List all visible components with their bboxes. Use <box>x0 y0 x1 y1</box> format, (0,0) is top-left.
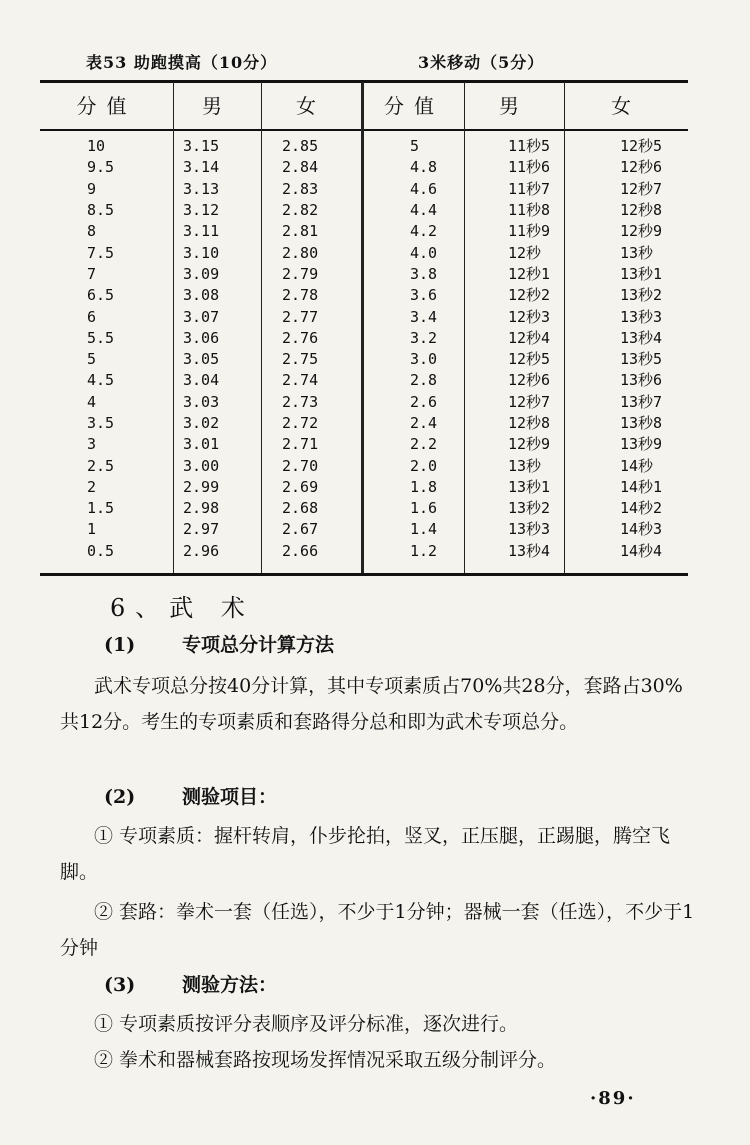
subsection-2-number: (2) <box>104 786 136 808</box>
female-time-cell: 13秒5 <box>620 350 663 369</box>
male-time-cell: 11秒6 <box>508 158 551 177</box>
score-1-cell: 3.5 <box>87 414 115 432</box>
female-time-cell: 14秒3 <box>620 520 663 539</box>
female-time-cell: 13秒3 <box>620 307 663 326</box>
female-time-cell: 13秒8 <box>620 414 663 432</box>
male-height-cell: 2.97 <box>183 520 220 539</box>
male-height-cell: 3.14 <box>183 158 220 177</box>
score-2-cell: 1.6 <box>410 499 438 518</box>
header-male-1: 男 <box>202 94 232 118</box>
female-time-cell: 12秒7 <box>620 179 663 198</box>
female-height-cell: 2.71 <box>282 435 319 454</box>
table-row <box>40 413 688 434</box>
table-header-rule <box>40 129 688 131</box>
header-score-2: 分值 <box>384 94 444 118</box>
female-height-cell: 2.69 <box>282 477 319 496</box>
female-time-cell: 13秒1 <box>620 264 663 283</box>
female-height-cell: 2.85 <box>282 137 319 156</box>
score-1-cell: 4 <box>87 392 97 411</box>
male-time-cell: 11秒9 <box>508 222 551 241</box>
male-time-cell: 12秒8 <box>508 414 551 432</box>
table-row <box>40 455 688 476</box>
score-1-cell: 6.5 <box>87 286 115 305</box>
male-time-cell: 11秒8 <box>508 201 551 220</box>
method-1: ① 专项素质按评分表顺序及评分标准，逐次进行。 <box>94 1013 519 1035</box>
score-1-cell: 4.5 <box>87 371 115 390</box>
table-caption-right: 3米移动（5分） <box>418 53 545 72</box>
male-time-cell: 12秒 <box>508 243 542 262</box>
score-2-cell: 2.6 <box>410 392 438 411</box>
score-2-cell: 2.0 <box>410 456 438 475</box>
score-1-cell: 7 <box>87 264 97 283</box>
score-1-cell: 7.5 <box>87 243 115 262</box>
male-time-cell: 13秒2 <box>508 499 551 518</box>
female-time-cell: 13秒 <box>620 243 654 262</box>
score-1-cell: 1 <box>87 520 97 539</box>
subsection-2-title: 测验项目： <box>182 786 278 808</box>
table-bottom-rule <box>40 573 688 576</box>
male-height-cell: 3.01 <box>183 435 220 454</box>
score-1-cell: 0.5 <box>87 541 115 560</box>
table-row <box>40 179 688 200</box>
male-time-cell: 13秒4 <box>508 541 551 560</box>
score-1-cell: 8.5 <box>87 201 115 220</box>
male-time-cell: 12秒1 <box>508 264 551 283</box>
male-height-cell: 3.07 <box>183 307 220 326</box>
score-2-cell: 2.2 <box>410 435 438 454</box>
page-number: ·89· <box>590 1088 636 1109</box>
female-height-cell: 2.80 <box>282 243 319 262</box>
male-time-cell: 12秒7 <box>508 392 551 411</box>
male-time-cell: 12秒9 <box>508 435 551 454</box>
score-1-cell: 8 <box>87 222 97 241</box>
table-row <box>40 370 688 391</box>
female-height-cell: 2.84 <box>282 158 319 177</box>
score-2-cell: 3.4 <box>410 307 438 326</box>
male-height-cell: 3.04 <box>183 371 220 390</box>
header-female-1: 女 <box>296 94 326 118</box>
female-time-cell: 13秒2 <box>620 286 663 305</box>
male-height-cell: 3.13 <box>183 179 220 198</box>
female-time-cell: 12秒8 <box>620 201 663 220</box>
score-2-cell: 4.6 <box>410 179 438 198</box>
male-time-cell: 12秒3 <box>508 307 551 326</box>
male-height-cell: 2.99 <box>183 477 220 496</box>
male-height-cell: 3.03 <box>183 392 220 411</box>
female-height-cell: 2.72 <box>282 414 319 432</box>
paragraph-total-score: 武术专项总分按40分计算，其中专项素质占70%共28分，套路占30%共12分。考生的专项素质和套路得分总和即为武术专项总分。 <box>60 675 683 733</box>
table-top-rule <box>40 80 688 83</box>
female-time-cell: 13秒6 <box>620 371 663 390</box>
female-time-cell: 12秒6 <box>620 158 663 177</box>
score-1-cell: 1.5 <box>87 499 115 518</box>
female-height-cell: 2.68 <box>282 499 319 518</box>
table-caption-left: 表53 助跑摸高（10分） <box>86 53 278 72</box>
male-time-cell: 12秒5 <box>508 350 551 369</box>
female-height-cell: 2.66 <box>282 541 319 560</box>
female-height-cell: 2.67 <box>282 520 319 539</box>
method-2: ② 拳术和器械套路按现场发挥情况采取五级分制评分。 <box>94 1049 557 1071</box>
score-1-cell: 5.5 <box>87 328 115 347</box>
score-2-cell: 2.8 <box>410 371 438 390</box>
table-row <box>40 477 688 498</box>
table-row <box>40 264 688 285</box>
table-row <box>40 541 688 562</box>
male-height-cell: 2.96 <box>183 541 220 560</box>
female-time-cell: 13秒9 <box>620 435 663 454</box>
subsection-1-number: (1) <box>104 634 136 656</box>
male-time-cell: 11秒5 <box>508 137 551 156</box>
female-height-cell: 2.74 <box>282 371 319 390</box>
header-female-2: 女 <box>611 94 641 118</box>
male-time-cell: 13秒3 <box>508 520 551 539</box>
score-2-cell: 5 <box>410 137 420 156</box>
female-height-cell: 2.83 <box>282 179 319 198</box>
score-1-cell: 2.5 <box>87 456 115 475</box>
table-caption <box>86 50 686 76</box>
table-row <box>40 519 688 540</box>
score-2-cell: 3.6 <box>410 286 438 305</box>
male-time-cell: 13秒 <box>508 456 542 475</box>
subsection-1-title: 专项总分计算方法 <box>182 634 335 656</box>
score-2-cell: 1.8 <box>410 477 438 496</box>
subsection-3-title: 测验方法： <box>182 974 278 996</box>
score-1-cell: 2 <box>87 477 97 496</box>
score-1-cell: 5 <box>87 350 97 369</box>
score-2-cell: 3.0 <box>410 350 438 369</box>
female-time-cell: 12秒5 <box>620 137 663 156</box>
male-height-cell: 3.09 <box>183 264 220 283</box>
male-height-cell: 3.10 <box>183 243 220 262</box>
female-time-cell: 14秒2 <box>620 499 663 518</box>
male-height-cell: 3.12 <box>183 201 220 220</box>
male-time-cell: 12秒4 <box>508 328 551 347</box>
table-row <box>40 349 688 370</box>
table-row <box>40 498 688 519</box>
score-2-cell: 4.0 <box>410 243 438 262</box>
female-time-cell: 14秒 <box>620 456 654 475</box>
female-time-cell: 13秒7 <box>620 392 663 411</box>
table-row <box>40 285 688 306</box>
score-1-cell: 10 <box>87 137 106 156</box>
female-time-cell: 13秒4 <box>620 328 663 347</box>
section-title: 6、武 术 <box>110 594 255 622</box>
subsection-1-heading <box>104 630 334 657</box>
score-2-cell: 2.4 <box>410 414 438 432</box>
subsection-2-heading <box>104 782 277 809</box>
male-height-cell: 3.08 <box>183 286 220 305</box>
score-1-cell: 9 <box>87 179 97 198</box>
item-routine: ② 套路：拳术一套（任选），不少于1分钟；器械一套（任选），不少于1分钟 <box>60 901 695 959</box>
female-time-cell: 14秒4 <box>620 541 663 560</box>
female-height-cell: 2.77 <box>282 307 319 326</box>
table-row <box>40 136 688 157</box>
table-row <box>40 328 688 349</box>
female-height-cell: 2.75 <box>282 350 319 369</box>
female-time-cell: 14秒1 <box>620 477 663 496</box>
header-score-1: 分值 <box>76 94 137 118</box>
female-height-cell: 2.76 <box>282 328 319 347</box>
score-2-cell: 3.8 <box>410 264 438 283</box>
male-height-cell: 3.06 <box>183 328 220 347</box>
table-row <box>40 242 688 263</box>
header-male-2: 男 <box>499 94 529 118</box>
item-special-quality: ① 专项素质：握杆转肩，仆步抡拍，竖叉，正压腿，正踢腿，腾空飞脚。 <box>60 825 671 883</box>
male-height-cell: 2.98 <box>183 499 220 518</box>
male-height-cell: 3.00 <box>183 456 220 475</box>
female-time-cell: 12秒9 <box>620 222 663 241</box>
female-height-cell: 2.81 <box>282 222 319 241</box>
score-1-cell: 9.5 <box>87 158 115 177</box>
score-1-cell: 6 <box>87 307 97 326</box>
table-row <box>40 221 688 242</box>
table-row <box>40 306 688 327</box>
score-2-cell: 3.2 <box>410 328 438 347</box>
female-height-cell: 2.82 <box>282 201 319 220</box>
score-2-cell: 4.2 <box>410 222 438 241</box>
male-height-cell: 3.05 <box>183 350 220 369</box>
male-time-cell: 13秒1 <box>508 477 551 496</box>
male-time-cell: 11秒7 <box>508 179 551 198</box>
male-height-cell: 3.15 <box>183 137 220 156</box>
score-table <box>40 136 688 562</box>
score-1-cell: 3 <box>87 435 97 454</box>
score-2-cell: 4.8 <box>410 158 438 177</box>
table-row <box>40 200 688 221</box>
score-2-cell: 4.4 <box>410 201 438 220</box>
female-height-cell: 2.78 <box>282 286 319 305</box>
score-2-cell: 1.2 <box>410 541 438 560</box>
table-row <box>40 157 688 178</box>
female-height-cell: 2.73 <box>282 392 319 411</box>
score-2-cell: 1.4 <box>410 520 438 539</box>
male-height-cell: 3.02 <box>183 414 220 432</box>
female-height-cell: 2.70 <box>282 456 319 475</box>
table-row <box>40 392 688 413</box>
female-height-cell: 2.79 <box>282 264 319 283</box>
male-time-cell: 12秒2 <box>508 286 551 305</box>
table-row <box>40 434 688 455</box>
male-height-cell: 3.11 <box>183 222 220 241</box>
subsection-3-number: (3) <box>104 974 136 996</box>
subsection-3-heading <box>104 970 277 997</box>
male-time-cell: 12秒6 <box>508 371 551 390</box>
